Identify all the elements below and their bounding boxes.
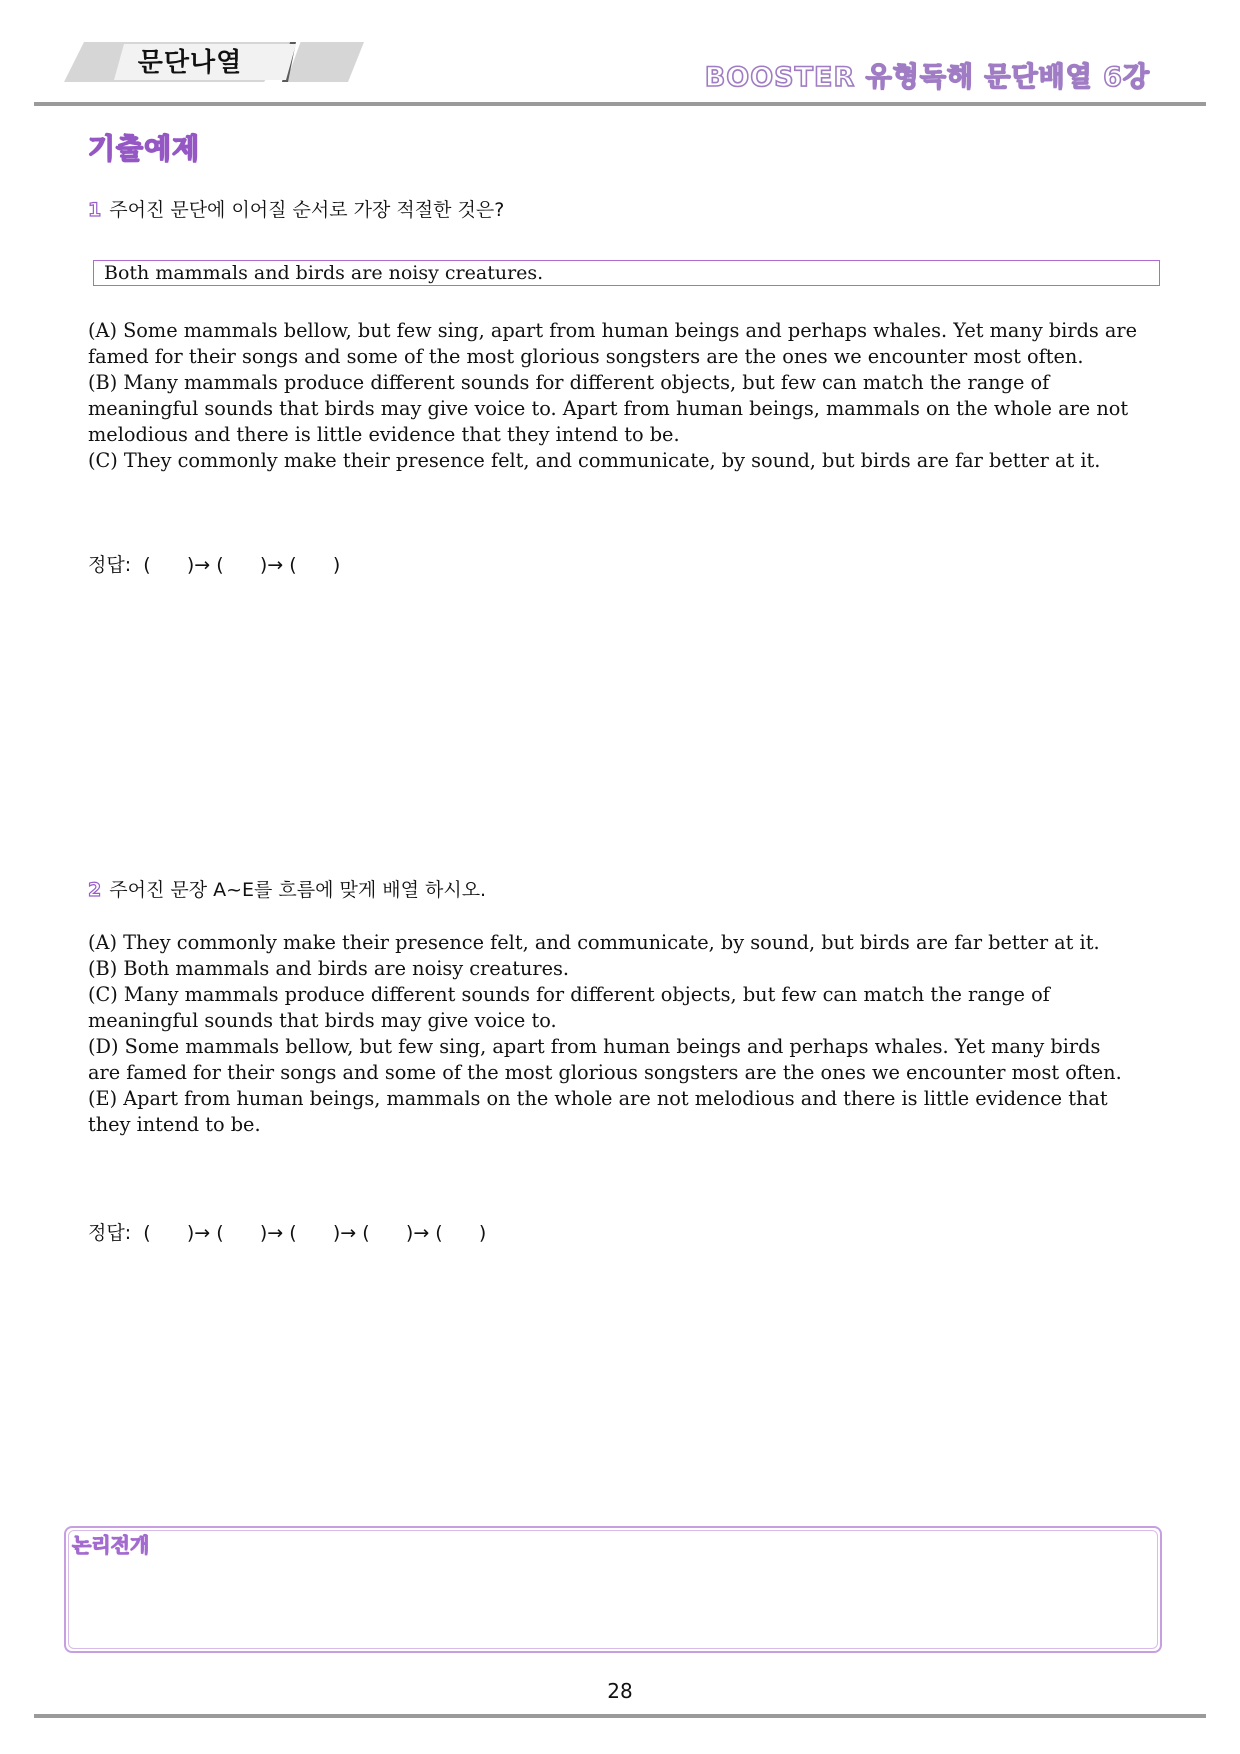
question-2-answer-line: 정답: ( )→ ( )→ ( )→ ( )→ ( ) — [88, 1222, 487, 1244]
sentence-e: (E) Apart from human beings, mammals on the whole are not melodious and there is little evidence that they intend to be. — [88, 1087, 1108, 1136]
booster-title: BOOSTER 유형독해 문단배열 6강 — [704, 62, 1150, 93]
paragraph-c: (C) They commonly make their presence felt, and communicate, by sound, but birds are far better at it. — [88, 449, 1101, 472]
question-2-prompt: 주어진 문장 A~E를 흐름에 맞게 배열 하시오. — [109, 879, 487, 901]
question-2-sentences — [88, 930, 1138, 1138]
question-1-prompt-line — [88, 196, 504, 224]
question-1-prompt: 주어진 문단에 이어질 순서로 가장 적절한 것은? — [109, 199, 505, 221]
sentence-d: (D) Some mammals bellow, but few sing, apart from human beings and perhaps whales. Yet many birds are famed for their songs and some of the most glorious songsters are the ones we encounter most often. — [88, 1035, 1122, 1084]
page-number: 28 — [607, 1679, 633, 1703]
question-2-prompt-line — [88, 876, 486, 904]
paragraph-a: (A) Some mammals bellow, but few sing, apart from human beings and perhaps whales. Yet many birds are famed for their songs and some of the most glorious songsters are the ones we encounter most often. — [88, 319, 1138, 368]
sentence-b: (B) Both mammals and birds are noisy creatures. — [88, 957, 570, 980]
section-heading: 기출예제 — [88, 132, 201, 165]
question-1-number: 1 — [88, 199, 102, 221]
given-sentence-box: Both mammals and birds are noisy creatures. — [93, 260, 1160, 286]
sentence-a: (A) They commonly make their presence felt, and communicate, by sound, but birds are far better at it. — [88, 931, 1100, 954]
sentence-c: (C) Many mammals produce different sounds for different objects, but few can match the range of meaningful sounds that birds may give voice to. — [88, 983, 1050, 1032]
paragraph-b: (B) Many mammals produce different sounds for different objects, but few can match the range of meaningful sounds that birds may give voice to. Apart from human beings, mammals on the whole are not melodious and there is little evidence that they intend to be. — [88, 371, 1129, 446]
question-1-answer-line: 정답: ( )→ ( )→ ( ) — [88, 554, 341, 576]
section-tab-label: 문단나열 — [137, 48, 243, 78]
logic-notes-label: 논리전개 — [72, 1533, 150, 1557]
logic-notes-box-inner — [68, 1530, 1158, 1649]
question-2-number: 2 — [88, 879, 102, 901]
header-divider — [34, 102, 1206, 106]
question-1-paragraphs — [88, 318, 1138, 474]
footer-divider — [34, 1714, 1206, 1718]
